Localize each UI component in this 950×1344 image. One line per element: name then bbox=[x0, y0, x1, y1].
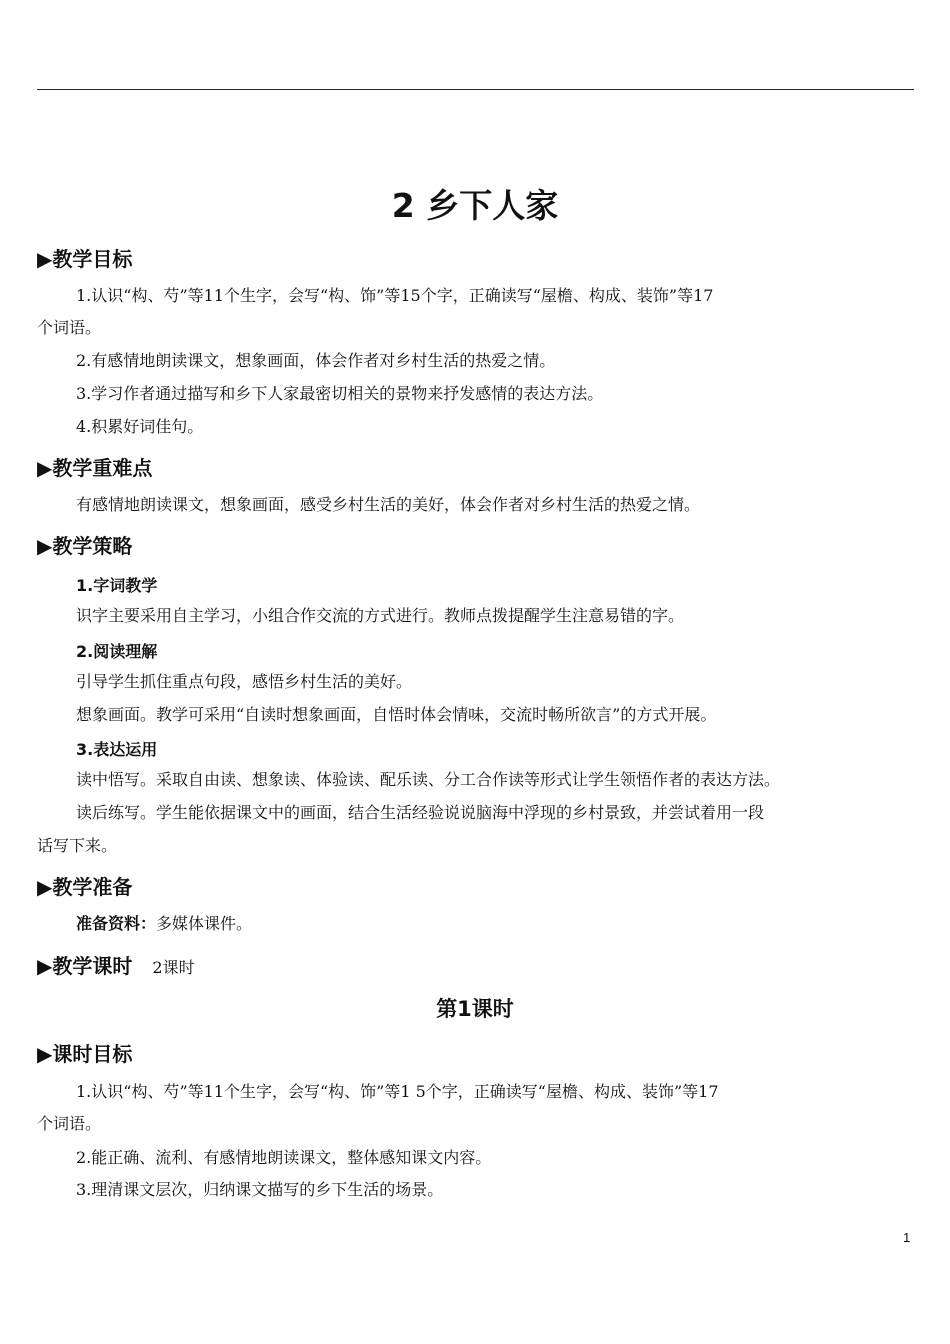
objective-item: 2.有感情地朗读课文，想象画面，体会作者对乡村生活的热爱之情。 bbox=[76, 351, 556, 370]
objectives-heading: ▶教学目标 bbox=[37, 247, 133, 271]
preparation-value: 多媒体课件。 bbox=[156, 914, 253, 933]
expression-text: 话写下来。 bbox=[37, 836, 118, 855]
objective-item: 4.积累好词佳句。 bbox=[76, 417, 204, 436]
vocab-text: 识字主要采用自主学习，小组合作交流的方式进行。教师点拨提醒学生注意易错的字。 bbox=[76, 606, 685, 625]
hours-value: 2课时 bbox=[152, 958, 195, 977]
expression-text: 读中悟写。采取自由读、想象读、体验读、配乐读、分工合作读等形式让学生领悟作者的表达方法。 bbox=[76, 770, 781, 789]
objective-item: 3.学习作者通过描写和乡下人家最密切相关的景物来抒发感情的表达方法。 bbox=[76, 384, 604, 403]
preparation-label: 准备资料： bbox=[76, 914, 157, 933]
lesson-title: 第1课时 bbox=[436, 997, 514, 1021]
reading-text: 引导学生抓住重点句段，感悟乡村生活的美好。 bbox=[76, 672, 413, 691]
preparation-line bbox=[76, 914, 252, 934]
header-rule bbox=[37, 89, 914, 90]
page-title: 2 乡下人家 bbox=[391, 186, 559, 225]
objective-item: 个词语。 bbox=[37, 318, 102, 337]
lesson-objective-item: 个词语。 bbox=[37, 1114, 102, 1133]
objective-item: 1.认识“构、芍”等11个生字，会写“构、饰”等15个字，正确读写“屋檐、构成、装饰”等17 bbox=[76, 286, 714, 305]
lesson-objective-item: 1.认识“构、芍”等11个生字，会写“构、饰”等1 5个字，正确读写“屋檐、构成、装饰”等17 bbox=[76, 1082, 719, 1101]
preparation-heading: ▶教学准备 bbox=[37, 875, 133, 899]
lesson-objective-item: 3.理清课文层次，归纳课文描写的乡下生活的场景。 bbox=[76, 1180, 444, 1199]
vocab-subheading: 1.字词教学 bbox=[76, 576, 158, 595]
page-number: 1 bbox=[903, 1230, 911, 1245]
reading-text: 想象画面。教学可采用“自读时想象画面，自悟时体会情味，交流时畅所欲言”的方式开展。 bbox=[76, 705, 717, 724]
lesson-objective-item: 2.能正确、流利、有感情地朗读课文，整体感知课文内容。 bbox=[76, 1148, 492, 1167]
lesson-objectives-heading: ▶课时目标 bbox=[37, 1042, 133, 1066]
hours-heading-label: ▶教学课时 bbox=[37, 954, 133, 978]
key-points-heading: ▶教学重难点 bbox=[37, 456, 153, 480]
expression-text: 读后练写。学生能依据课文中的画面，结合生活经验说说脑海中浮现的乡村景致，并尝试着用一段 bbox=[76, 803, 765, 822]
hours-heading bbox=[37, 950, 195, 979]
reading-subheading: 2.阅读理解 bbox=[76, 642, 158, 661]
expression-subheading: 3.表达运用 bbox=[76, 740, 158, 759]
key-points-text: 有感情地朗读课文，想象画面，感受乡村生活的美好，体会作者对乡村生活的热爱之情。 bbox=[76, 495, 701, 514]
strategy-heading: ▶教学策略 bbox=[37, 534, 133, 558]
